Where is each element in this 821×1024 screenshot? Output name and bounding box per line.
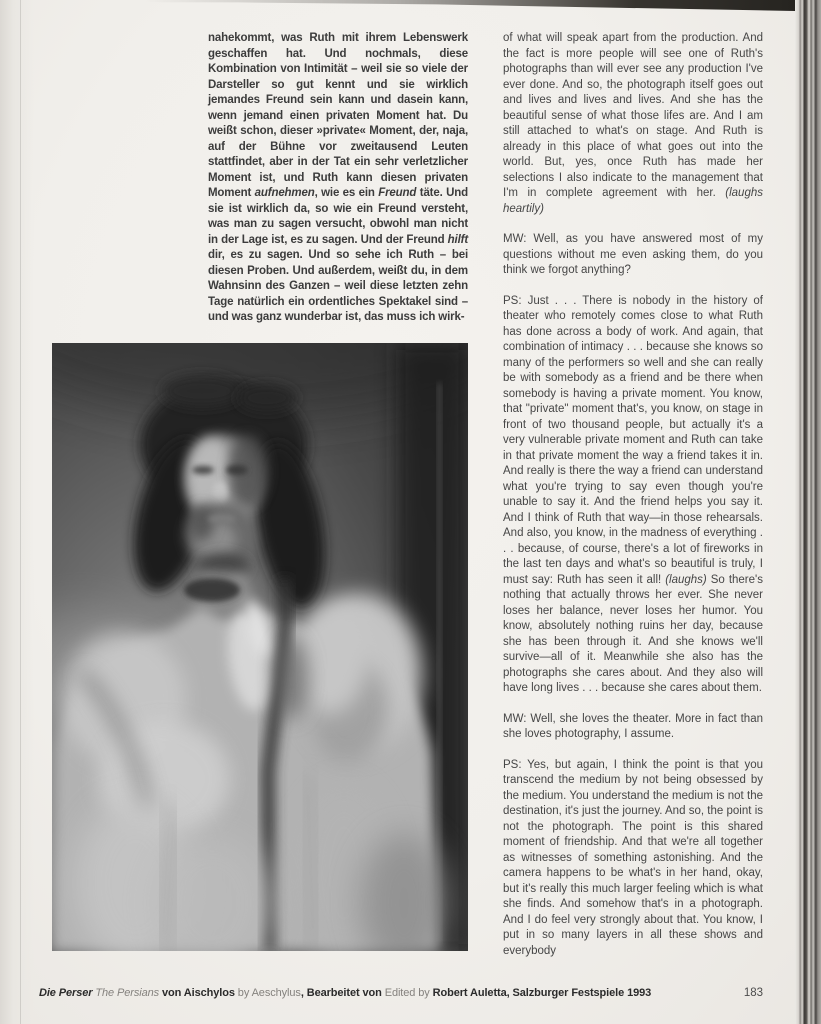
text-segment: aufnehmen [254,187,315,199]
text-segment: nahekommt, was Ruth mit ihrem Lebenswerk geschaffen hat. Und nochmals, diese Kombination von Intimität – weil sie so viele der Darsteller so gut kennt und sie wirklich jemandes Freund sein kann und dasein kann, wenn jemand einen privaten Moment hat. Du weißt schon, dieser »private« Moment, der, naja, auf der Bühne vor zweitausend Leuten stattfindet, aber in der Tat ein sehr verletzlicher Moment ist, und Ruth kann diesen privaten Moment [208,32,468,199]
text-segment: The Persians [95,987,162,999]
german-text-column [208,31,468,341]
text-segment: by Aeschylus [237,987,301,999]
interview-paragraph [503,712,763,743]
text-segment: Robert Auletta, Salzburger Festspiele 1993 [432,987,652,999]
page-number: 183 [743,987,763,999]
text-segment: So there's nothing that actually throws her ever. She never loses her balance, never loses her humor. You know, absolutely nothing ruins her day, because she has been through it. And she knows we'll survive—all of it. Meanwhile she also has the photographs she cares about. And they also will have long lives . . . because she cares about them. [503,573,763,694]
book-fore-edge-pages [795,0,821,1024]
scan-top-edge [0,0,795,11]
text-segment: PS: Just . . . There is nobody in the history of theater who remotely comes close to what Ruth has done across a body of work. And again, that combination of intimacy . . . because she knows so many of the performers so well and she can really be with somebody as a friend and be there when somebody is having a private moment. You know, that "private" moment that's, you know, on stage in front of two thousand people, but actually it's a very vulnerable private moment and Ruth can take in that private moment the way a friend takes it in. And really is there the way a friend can understand what you're trying to say even though you're unable to say it. And the friend helps you say it. And I think of Ruth that way—in those rehearsals. And also, you know, in the madness of everything . . . because, of course, there's a lot of fireworks in the last ten days and what's so beautiful is truly, I must say: Ruth has seen it all! [503,294,763,586]
text-segment: dir, es zu sagen. Und so sehe ich Ruth – bei diesen Proben. Und außerdem, weißt du, in dem Wahnsinn des Ganzen – weil diese letzten zehn Tage natürlich ein ordentliches Spektakel sind – und was ganz wunderbar ist, das muss ich wirk- [208,249,468,323]
photograph-image [52,343,468,951]
text-segment: Freund [378,187,417,199]
text-segment: Edited by [384,987,433,999]
english-text-column [503,31,763,974]
rehearsal-photograph [52,343,468,951]
text-segment: , Bearbeitet von [300,987,385,999]
text-segment: MW: Well, she loves the theater. More in fact than she loves photography, I assume. [503,712,763,740]
production-caption [39,987,679,999]
text-segment: of what will speak apart from the production. And the fact is more people will see one of Ruth's photographs than will ever see any production I've ever done. And so, the photograph itself goes out and lives and lives and lives. And she has the beautiful sense of what those lifes are. And I am still attached to what's on stage. And Ruth is already in this place of what goes out into the world. But, yes, once Ruth has made her selections I also indicate to the management that I'm in complete agreement with her. [503,32,763,199]
interview-paragraph [503,294,763,697]
text-segment: täte. Und sie ist wirklich da, so wie ein Freund versteht, was man zu sagen versucht, obwohl man nicht in der Lage ist, es zu sagen. Und der Freund [208,187,469,246]
text-segment: Die Perser [39,987,96,999]
interview-paragraph [503,232,763,279]
interview-paragraph [503,31,763,217]
page-left-curve-shading [0,0,34,1024]
text-segment: hilft [447,233,468,246]
text-segment: (laughs heartily) [503,187,763,215]
text-segment: (laughs) [665,573,707,586]
interview-paragraph [503,758,763,960]
page-curl-line [20,0,21,1024]
text-segment: , wie es ein [314,187,379,199]
text-segment: von Aischylos [161,987,238,999]
text-segment: PS: Yes, but again, I think the point is that you transcend the medium by not being obsessed by the medium. You understand the medium is not the destination, it's just the journey. And so, the point is not the photograph. The point is this shared moment of friendship. And that we're all together as witnesses of something astonishing. And the camera happens to be what's in her hand, okay, but it's really this much larger feeling which is what she finds. And somehow that's in a photograph. And I do feel very strongly about that. You know, I put in so many layers in all these shows and everybody [503,758,763,957]
text-segment: MW: Well, as you have answered most of my questions without me even asking them, do you think we forgot anything? [503,233,763,276]
german-paragraph [208,31,468,326]
